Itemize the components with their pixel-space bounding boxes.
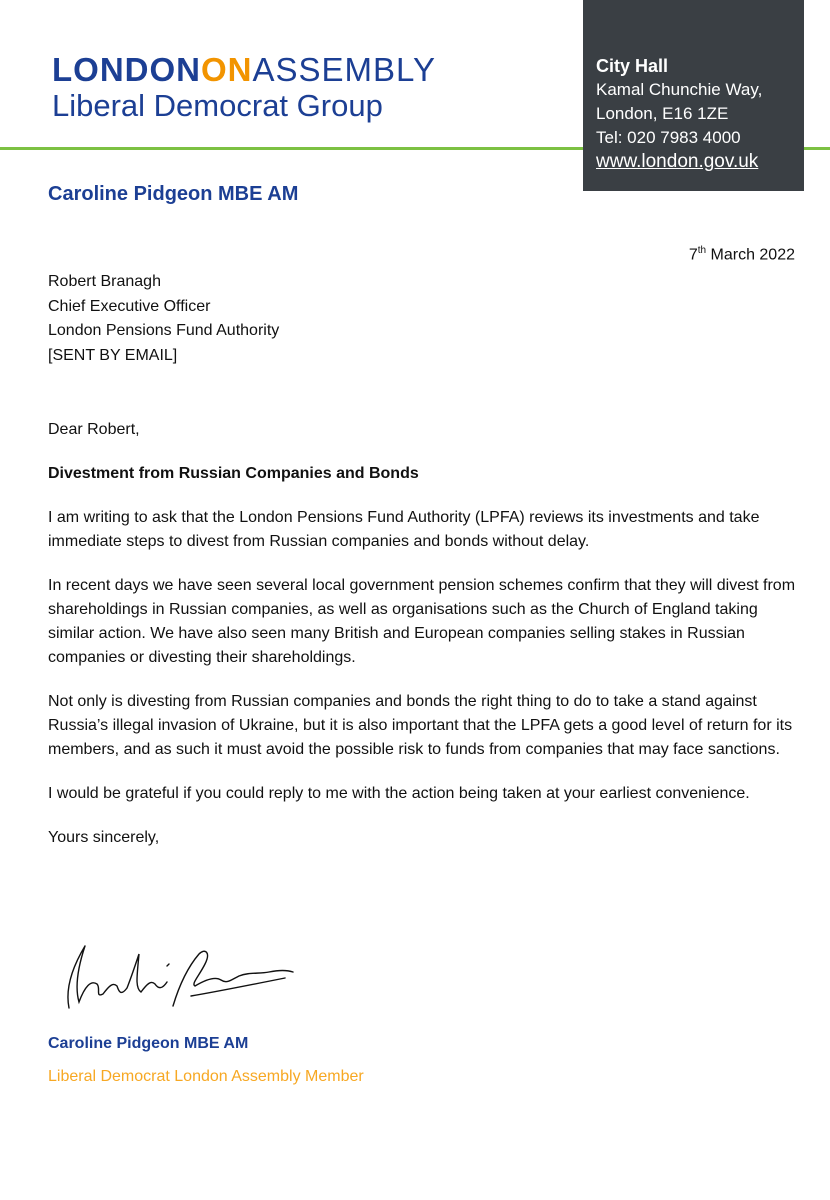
handwritten-signature — [55, 936, 300, 1016]
address-street: Kamal Chunchie Way, — [596, 80, 763, 99]
date-suffix: th — [697, 245, 707, 256]
body-paragraph: Not only is divesting from Russian companies and bonds the right thing to do to take a stand against Russia’s illegal invasion of Ukraine, but it is also important that the LPFA gets a good level of return for its members, and as such it must avoid the possible risk to funds from companies that may face sanctions. — [48, 693, 793, 758]
letter-subject: Divestment from Russian Companies and Bonds — [48, 465, 419, 482]
logo-assembly: ASSEMBLY — [252, 51, 436, 88]
recipient-delivery: [SENT BY EMAIL] — [48, 346, 178, 364]
body-paragraph: I am writing to ask that the London Pensions Fund Authority (LPFA) reviews its investments and take immediate steps to divest from Russian companies and bonds without delay. — [48, 509, 760, 550]
salutation: Dear Robert, — [48, 421, 140, 438]
recipient-name: Robert Branagh — [48, 273, 161, 290]
website-link[interactable]: www.london.gov.uk — [596, 151, 759, 172]
date-rest: March 2022 — [706, 246, 795, 264]
recipient-block — [48, 270, 279, 368]
london-assembly-logo — [52, 52, 436, 124]
logo-subtitle: Liberal Democrat Group — [52, 88, 383, 123]
date-day: 7 — [688, 246, 698, 264]
recipient-title: Chief Executive Officer — [48, 297, 211, 315]
logo-wordmark — [52, 52, 436, 88]
address-title: City Hall — [596, 56, 669, 76]
address-box — [583, 0, 804, 191]
letter-body — [48, 418, 798, 870]
signatory-name: Caroline Pidgeon MBE AM — [48, 1035, 249, 1052]
body-paragraph: In recent days we have seen several local government pension schemes confirm that they will divest from shareholdings in Russian companies, as well as organisations such as the Church of England taking similar action. We have also seen many British and European companies selling stakes in Russian companies or divesting their shareholdings. — [48, 577, 796, 666]
address-telephone: Tel: 020 7983 4000 — [596, 128, 741, 147]
letter-date — [689, 245, 795, 264]
body-paragraph: I would be grateful if you could reply to me with the action being taken at your earliest convenience. — [48, 785, 750, 802]
logo-on: ON — [201, 51, 253, 88]
signatory-role: Liberal Democrat London Assembly Member — [48, 1068, 364, 1085]
closing: Yours sincerely, — [48, 829, 160, 846]
sender-name: Caroline Pidgeon MBE AM — [48, 183, 299, 205]
address-city: London, E16 1ZE — [596, 104, 729, 123]
recipient-organisation: London Pensions Fund Authority — [48, 322, 280, 339]
logo-london: LONDON — [52, 51, 201, 88]
